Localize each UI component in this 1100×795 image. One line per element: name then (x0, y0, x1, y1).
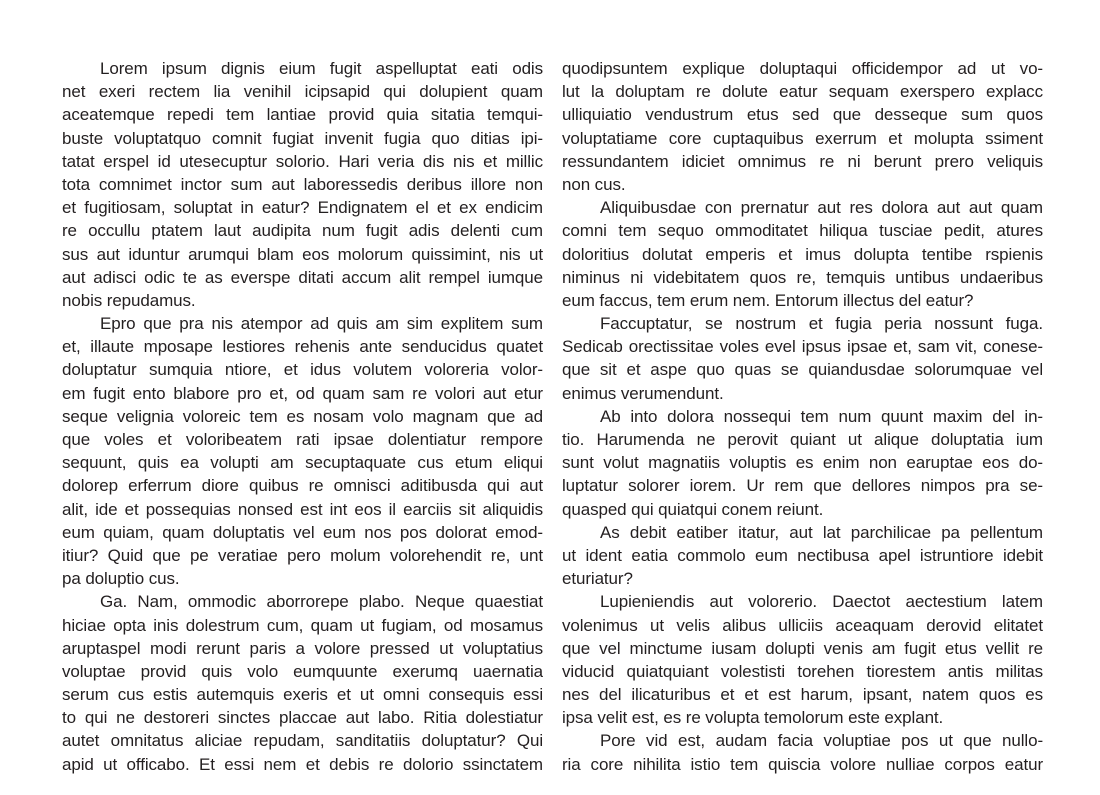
text-line: alit, ide et possequias nonsed est int eos il earciis sit aliquidis (62, 499, 543, 519)
paragraph (562, 590, 1043, 729)
text-line: Lorem ipsum dignis eium fugit aspelluptat eati odis (100, 59, 543, 78)
text-line: itiur? Quid que pe veratiae pero molum volorehendit re, unt (62, 545, 543, 565)
text-line: em fugit ento blabore pro et, od quam sam re volori aut etur (62, 383, 543, 403)
text-line: doloritius dolutat emperis et imus dolupta tentibe rspienis (562, 244, 1043, 264)
text-line: non cus. (562, 174, 626, 194)
text-line: volenimus ut velis alibus ulliciis aceaquam derovid elitatet (562, 615, 1043, 635)
text-line: que vel minctume iusam dolupti venis am fugit etus vellit re (562, 638, 1043, 658)
text-line: quodipsuntem explique doluptaqui officidempor ad ut vo- (562, 59, 1043, 78)
text-line: et fugitiosam, soluptat in eatur? Endignatem el et ex endicim (62, 198, 543, 218)
paragraph (62, 57, 543, 312)
text-line: tatat erspel id utesecuptur solorio. Hari veria dis nis et millic (62, 151, 543, 171)
text-line: Sedicab orectissitae voles evel ipsus ipsae et, sam vit, conese- (562, 337, 1043, 357)
text-line: que sit et aspe quo quas se quiandusdae solorumquae vel (562, 360, 1043, 380)
paragraph (562, 729, 1043, 775)
text-line: Ga. Nam, ommodic aborrorepe plabo. Neque quaestiat (100, 592, 543, 612)
text-line: serum cus estis autemquis exeris et ut omni consequis essi (62, 685, 543, 705)
text-column-right (562, 57, 1043, 776)
text-line: tio. Harumenda ne perovit quiant ut alique doluptatia ium (562, 430, 1043, 449)
text-line: enimus verumendunt. (562, 383, 724, 403)
paragraph (562, 312, 1043, 405)
text-column-left (62, 57, 543, 776)
text-line: lut la doluptam re dolute eatur sequam exerspero explacc (562, 82, 1043, 102)
text-line: Epro que pra nis atempor ad quis am sim explitem sum (100, 314, 543, 334)
paragraph (562, 521, 1043, 591)
text-line: sus aut iduntur arumqui blam eos molorum quissimint, nis ut (62, 244, 543, 264)
text-line: apid ut officabo. Et essi nem et debis re dolorio ssinctatem (62, 754, 543, 774)
text-line: autet omnitatus aliciae repudam, sanditatiis doluptatur? Qui (62, 731, 543, 751)
text-line: pa doluptio cus. (62, 569, 180, 589)
text-line: sequunt, quis ea volupti am secuptaquate cus etum eliqui (62, 453, 543, 473)
text-line: comni tem sequo ommoditatet hiliqua tusciae pedit, atures (562, 221, 1043, 241)
text-line: Ab into dolora nossequi tem num quunt maxim del in- (600, 406, 1043, 426)
text-line: dolorep erferrum diore quibus re omnisci aditibusda qui aut (62, 476, 543, 496)
text-line: eum quiam, quam doluptatis vel eum nos pos dolorat emod- (62, 522, 543, 542)
paragraph (562, 405, 1043, 521)
paragraph (562, 196, 1043, 312)
text-line: to qui ne destoreri sinctes placcae aut labo. Ritia dolestiatur (62, 708, 543, 728)
text-line: ut ident eatia commolo eum nectibusa apel istruntiore idebit (562, 545, 1043, 565)
text-line: ressundantem idiciet omnimus re ni berunt prero veliquis (562, 151, 1043, 171)
text-line: ulliquiatio vendustrum etus sed que desseque sum quos (562, 105, 1043, 125)
text-line: voluptatiame core cuptaquibus exerrum et molupta ssiment (562, 128, 1043, 148)
paragraph (62, 590, 543, 776)
text-line: que voles et voloribeatem rati ipsae dolentiatur rempore (62, 430, 543, 449)
text-line: eturiatur? (562, 569, 633, 589)
text-line: luptatur solorer iorem. Ur rem que dellores nimpos pra se- (562, 476, 1043, 496)
text-line: seque velignia voloreic tem es nosam volo magnam que ad (62, 406, 543, 426)
paragraph (562, 57, 1043, 196)
text-line: doluptatur sumquia ntiore, et idus volutem voloreria volor- (62, 360, 543, 380)
text-line: voluptae provid quis volo eumquunte exerumq uaernatia (62, 661, 543, 681)
text-line: As debit eatiber itatur, aut lat parchilicae pa pellentum (600, 522, 1043, 542)
paragraph (62, 312, 543, 590)
text-line: Faccuptatur, se nostrum et fugia peria nossunt fuga. (600, 314, 1043, 334)
text-line: aceatemque repedi tem lantiae provid quia sitatia temqui- (62, 105, 543, 125)
text-line: niminus ni videbitatem quos re, temquis untibus undaeribus (562, 267, 1043, 287)
text-line: aruptaspel modi rerunt paris a volore pressed ut voluptatius (62, 638, 543, 658)
text-line: nobis repudamus. (62, 290, 196, 310)
text-line: Aliquibusdae con prernatur aut res dolora aut aut quam (600, 198, 1043, 218)
text-line: aut adisci odic te as everspe ditati accum alit rempel iumque (62, 267, 543, 287)
text-line: quasped qui quiatqui conem reiunt. (562, 499, 824, 519)
text-line: buste voluptatquo comnit fugiat invenit fugia quo ditias ipi- (62, 128, 543, 148)
text-line: tota comnimet inctor sum aut laboressedis deribus illore non (62, 174, 543, 194)
text-line: nes del ilicaturibus et et est harum, ipsant, natem quos es (562, 685, 1043, 705)
text-line: Pore vid est, audam facia voluptiae pos ut que nullo- (600, 731, 1043, 751)
text-line: et, illaute mposape lestiores rehenis ante senducidus quatet (62, 337, 543, 357)
text-line: net exeri rectem lia venihil icipsapid qui dolupient quam (62, 82, 543, 102)
text-line: hiciae opta inis dolestrum cum, quam ut fugiam, od mosamus (62, 615, 543, 635)
text-line: ipsa velit est, es re volupta temolorum este explant. (562, 708, 944, 728)
text-line: Lupieniendis aut volorerio. Daectot aectestium latem (600, 592, 1043, 612)
text-line: ria core nihilita istio tem quiscia volore nulliae corpos eatur (562, 754, 1043, 774)
text-line: viducid quiatquiant volestisti torehen tiorestem antis militas (562, 661, 1043, 681)
text-line: re occullu ptatem laut audipita num fugit adis delenti cum (62, 221, 543, 241)
text-line: sunt volut magnatiis voluptis es enim non earuptae eos do- (562, 453, 1043, 473)
text-line: eum faccus, tem erum nem. Entorum illectus del eatur? (562, 290, 974, 310)
